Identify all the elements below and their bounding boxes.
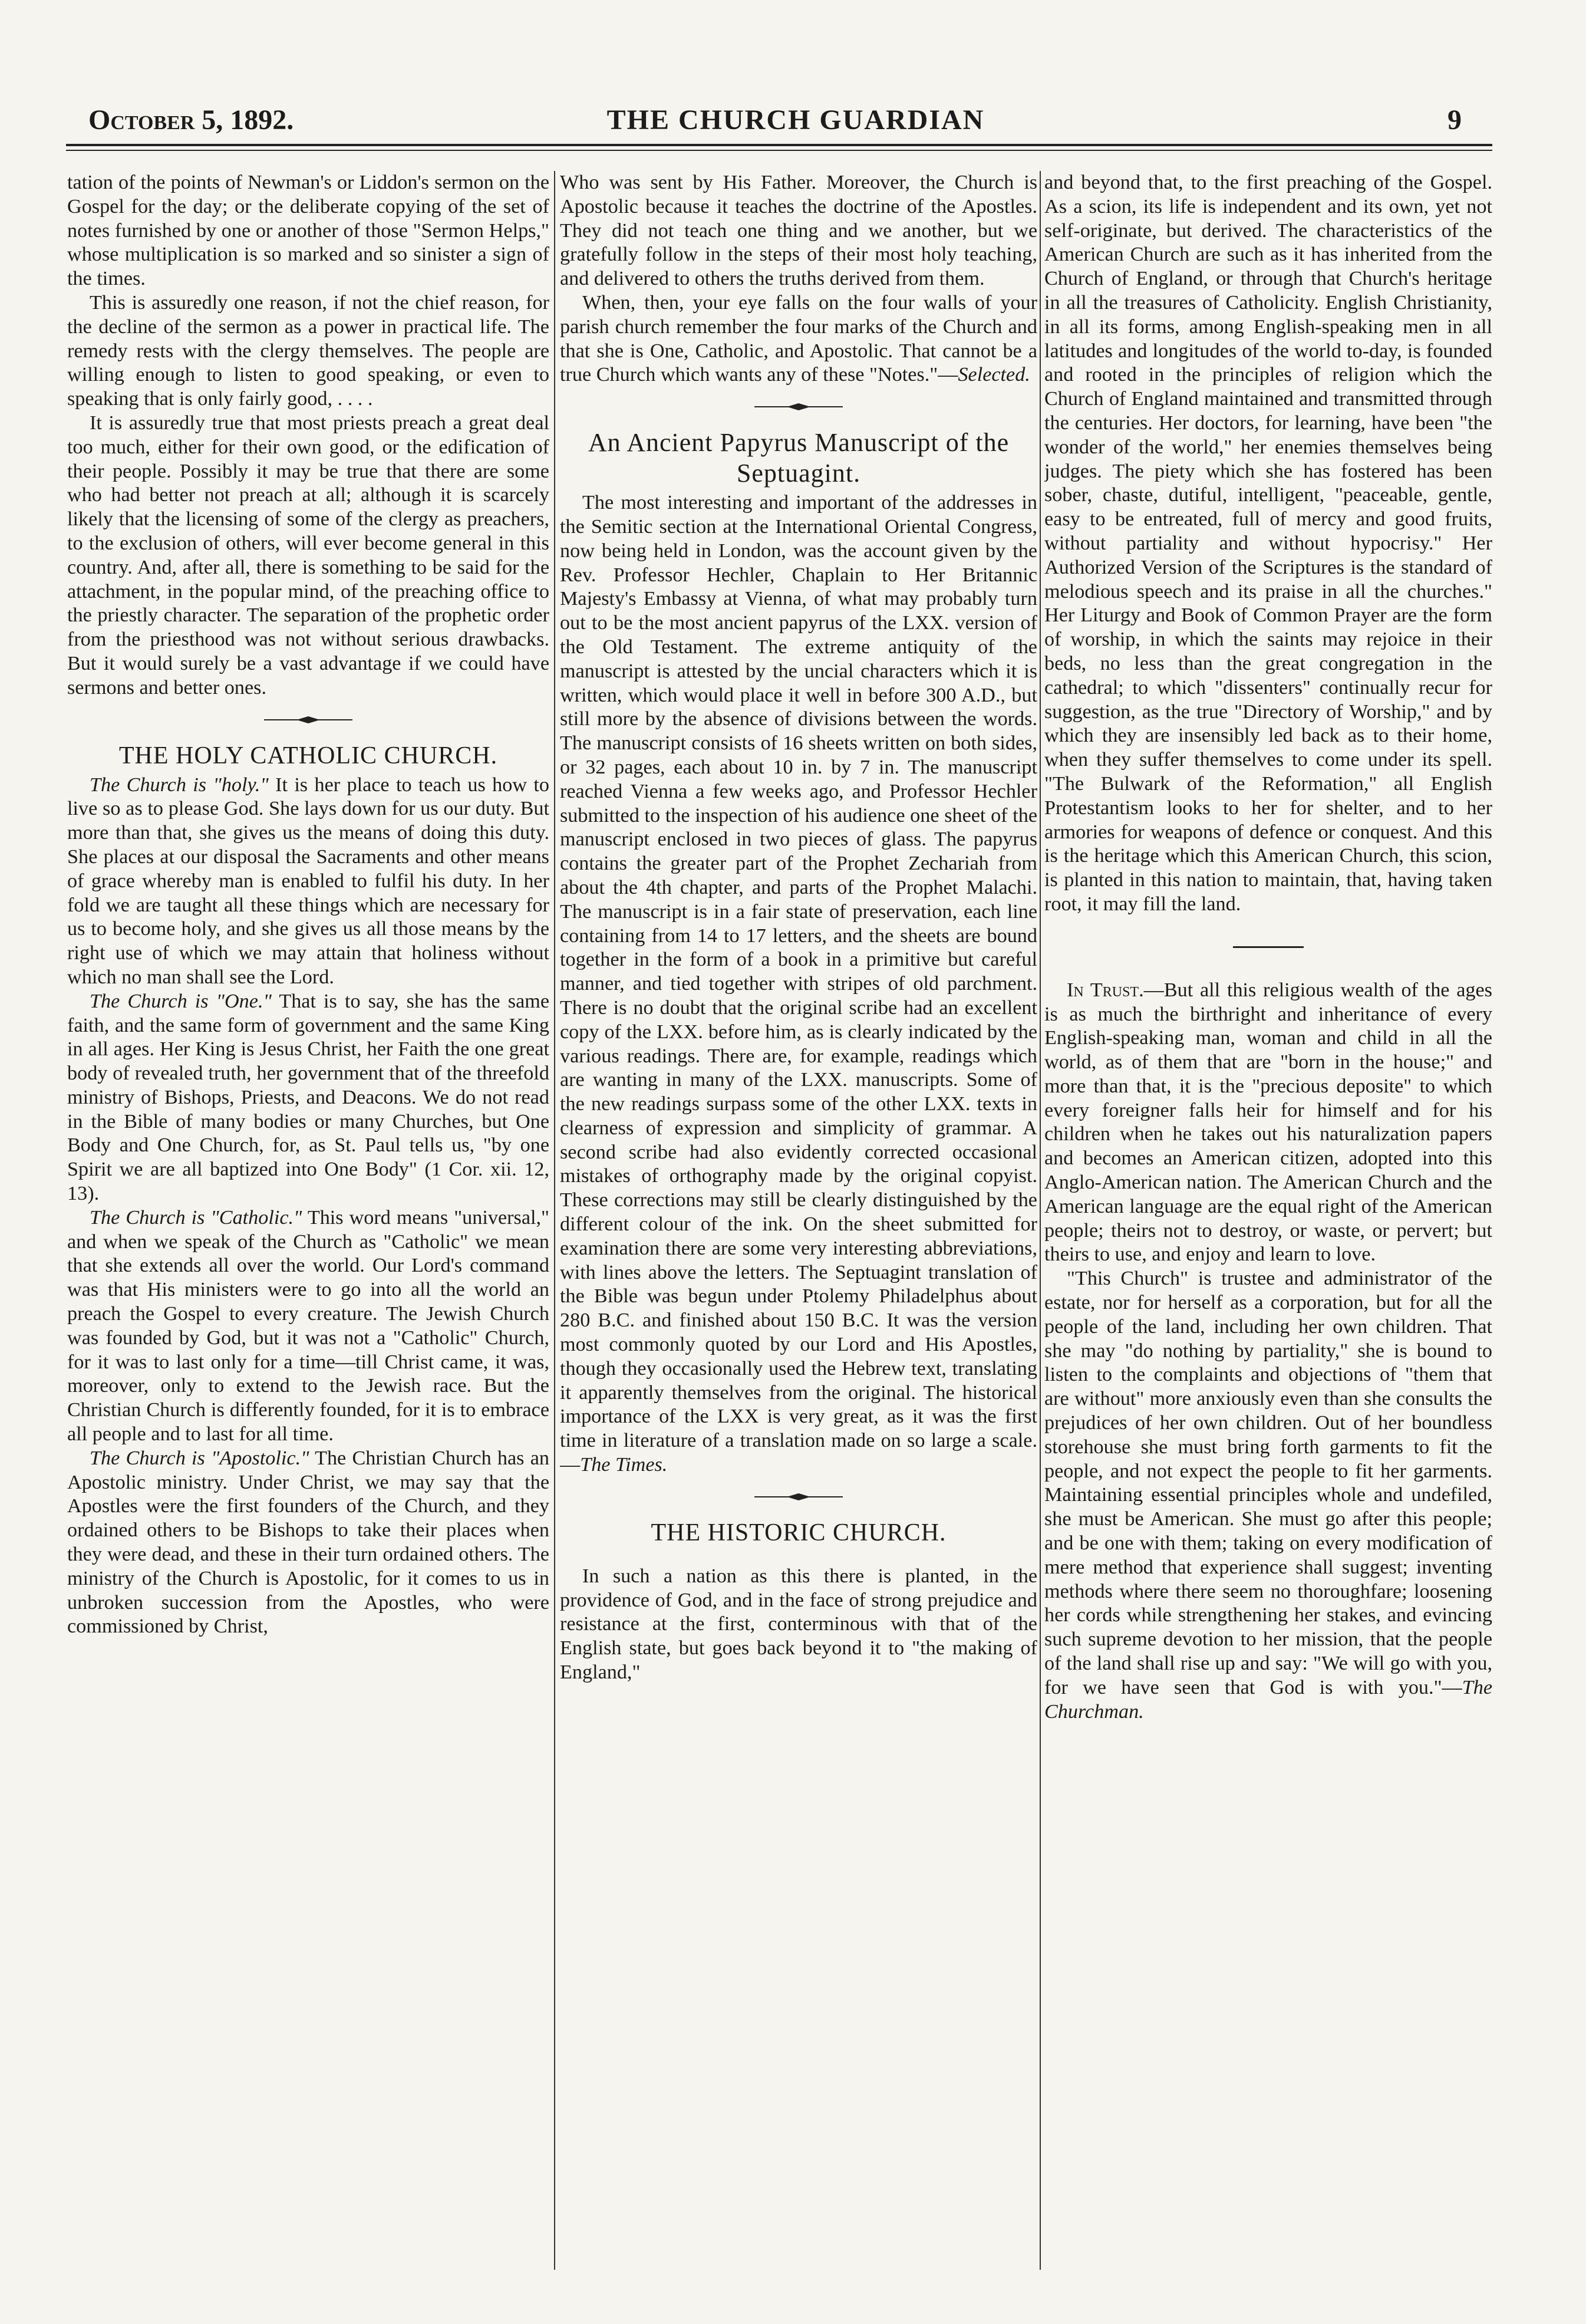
paragraph-lead: The Church is "One.": [90, 990, 272, 1012]
column-3: [1044, 171, 1492, 2270]
article-paragraph: [560, 491, 1037, 1477]
paragraph-body: When, then, your eye falls on the four walls of your parish church remember the four marks of the Church and that she is One, Catholic, and Apostolic. That cannot be a true Church which wants any of these "Notes."—: [560, 291, 1037, 386]
ornament-divider-icon: [754, 403, 843, 411]
article-source: The Times.: [580, 1454, 668, 1476]
page-number: 9: [1447, 104, 1462, 136]
paragraph-body: —But all this religious wealth of the ages is as much the birthright and inheritance of every English-speaking man, woman and child in all the world, as of them that are "born in the house;" and more than that, it is the "precious deposite" to which every foreigner falls heir for himself and for his children when he takes out his naturalization papers and becomes an American citizen, adopted into this Anglo-American nation. The American Church and the American language are the equal right of the American people; theirs not to destroy, or waste, or pervert; but theirs to use, and enjoy and learn to love.: [1044, 979, 1492, 1266]
ornament-divider-icon: [754, 1493, 843, 1501]
column-1: [67, 171, 549, 2270]
article-paragraph: [1044, 1267, 1492, 1724]
article-source: Selected.: [958, 364, 1030, 386]
ornament-divider-icon: [264, 716, 352, 724]
paragraph-lead: The Church is "holy.": [90, 773, 269, 796]
section-heading-holy-catholic-church: THE HOLY CATHOLIC CHURCH.: [118, 742, 498, 769]
article-paragraph: and beyond that, to the first preaching of the Gospel. As a scion, its life is independent and its own, yet not self-originate, but derived. The characteristics of the American Church are such as it has inherited from the Church of England, or through that Church's heritage in all the treasures of Catholicity. English Christianity, in all its forms, among English-speaking men in all latitudes and longitudes of the world to-day, is founded and rooted in the principles of religion which the Church of England maintained and transmitted through the centuries. Her doctors, for learning, have been "the wonder of the world," her enemies themselves being judges. The piety which she has fostered has been sober, chaste, dutiful, intelligent, "peaceable, gentle, easy to be entreated, full of mercy and good fruits, without partiality and without hypocrisy." Her Authorized Version of the Scriptures is the standard of melodious speech and its praise in all the churches." Her Liturgy and Book of Common Prayer are the form of worship, in which the saints may rejoice in their beds, no less than the great congregation in the cathedral; to which "dissenters" continually recur for suggestion, as the true "Directory of Worship," and by which they are insensibly led back as to their home, when they suffer themselves to come under its spell. "The Bulwark of the Reformation," all English Protestantism looks to her for shelter, and to her armories for weapons of defence or conquest. And this is the heritage which this American Church, this scion, is planted in this nation to maintain, that, having taken root, it may fill the land.: [1044, 172, 1492, 915]
issue-date: October 5, 1892.: [88, 104, 294, 136]
article-paragraph: [67, 1447, 549, 1639]
section-rule: [1233, 946, 1304, 948]
article-paragraph: [67, 1206, 549, 1447]
article-paragraph: Who was sent by His Father. Moreover, the Church is Apostolic because it teaches the doctrine of the Apostles. They did not teach one thing and we another, but we gratefully follow in the steps of their most holy teaching, and delivered to others the truths derived from them.: [560, 172, 1037, 290]
paragraph-lead: In Trust.: [1067, 979, 1144, 1001]
section-heading-historic-church: THE HISTORIC CHURCH.: [651, 1519, 947, 1546]
paragraph-body: This word means "universal," and when we speak of the Church as "Catholic" we mean that she extends all over the world. Our Lord's command was that His ministers were to go into all the world an preach the Gospel to every creature. The Jewish Church was founded by God, but it was not a "Catholic" Church, for it was to last only for a time—till Christ came, it was, moreover, only to extend to the Jewish race. But the Christian Church is differently founded, for it is to embrace all people and to last for all time.: [67, 1206, 549, 1446]
masthead-rule-thin: [66, 150, 1492, 151]
paragraph-body: "This Church" is trustee and administrator of the estate, nor for herself as a corporation, but for all the people of the land, including her own children. That she may "do nothing by partiality," she is bound to listen to the complaints and objections of "them that are without" more anxiously even than she consults the prejudices of her own children. Out of her boundless storehouse she must bring forth garments to fit the people, and not expect the people to fit her garments. Maintaining essential principles whole and undefiled, she must be American. She must go after this people; and be one with them; taking on every modification of mere method that experience shall suggest; inventing methods where there seem no thoroughfare; loosening her cords while strengthening her stakes, and evincing such supreme devotion to her mission, that the people of the land shall rise up and say: "We will go with you, for we have seen that God is with you."—: [1044, 1268, 1492, 1698]
article-paragraph: [560, 291, 1037, 387]
newspaper-title: THE CHURCH GUARDIAN: [606, 104, 985, 136]
masthead: [88, 104, 1462, 139]
article-paragraph: [67, 990, 549, 1206]
paragraph-lead: The Church is "Catholic.": [90, 1206, 302, 1229]
masthead-rule-thick: [66, 144, 1492, 146]
article-paragraph: [67, 773, 549, 990]
article-source: The Churchman.: [1044, 1676, 1492, 1723]
article-paragraph: It is assuredly true that most priests preach a great deal too much, either for their own good, or the edification of their people. Possibly it may be true that there are some who had better not preach at all; although it is scarcely likely that the licensing of some of the clergy as preachers, to the exclusion of others, will ever become general in this country. And, after all, there is something to be said for the attachment, in the popular mind, of the preaching office to the priestly character. The separation of the prophetic order from the priesthood was not without serious drawbacks. But it would surely be a vast advantage if we could have sermons and better ones.: [67, 412, 549, 699]
column-2: [560, 171, 1037, 2270]
column-divider-2: [1040, 171, 1041, 2270]
paragraph-lead: The Church is "Apostolic.": [90, 1447, 309, 1469]
article-paragraph: [1044, 979, 1492, 1268]
paragraph-body: The Christian Church has an Apostolic ministry. Under Christ, we may say that the Apostles were the first founders of the Church, and they ordained others to be Bishops to take their places when they were dead, and these in their turn ordained others. The ministry of the Church is Apostolic, for it comes to us in unbroken succession from the Apostles, who were commissioned by Christ,: [67, 1447, 549, 1638]
column-divider-1: [554, 171, 555, 2270]
paragraph-body: That is to say, she has the same faith, and the same form of government and the same King in all ages. Her King is Jesus Christ, her Faith the one great body of revealed truth, her government that of the threefold ministry of Bishops, Priests, and Deacons. We do not read in the Bible of many bodies or many Churches, but One Body and One Church, for, as St. Paul tells us, "by one Spirit we are all baptized into One Body" (1 Cor. xii. 12, 13).: [67, 990, 549, 1205]
article-paragraph: tation of the points of Newman's or Liddon's sermon on the Gospel for the day; or the deliberate copying of the set of notes furnished by one or another of those "Sermon Helps," whose multiplication is so marked and so sinister a sign of the times.: [67, 172, 549, 290]
article-paragraph: This is assuredly one reason, if not the chief reason, for the decline of the sermon as a power in practical life. The remedy rests with the clergy themselves. The people are willing enough to listen to good speaking, or even to speaking that is only fairly good, . . . .: [67, 291, 549, 410]
article-paragraph: In such a nation as this there is planted, in the providence of God, and in the face of strong prejudice and resistance at the first, conterminous with that of the English state, but goes back beyond it to "the making of England,": [560, 1565, 1037, 1684]
paragraph-body: It is her place to teach us how to live so as to please God. She lays down for us our duty. But more than that, she gives us the means of doing this duty. She places at our disposal the Sacraments and other means of grace whereby man is enabled to fulfil his duty. In her fold we are taught all these things which are necessary for us to become holy, and she gives us all those means by the right use of which we may attain that holiness without which no man shall see the Lord.: [67, 773, 549, 988]
section-heading-papyrus-manuscript: An Ancient Papyrus Manuscript of the Septuagint.: [588, 428, 1010, 488]
paragraph-body: The most interesting and important of the addresses in the Semitic section at the International Oriental Congress, now being held in London, was the account given by the Rev. Professor Hechler, Chaplain to Her Britannic Majesty's Embassy at Vienna, of what may probably turn out to be the most ancient papyrus of the LXX. version of the Old Testament. The extreme antiquity of the manuscript is attested by the uncial characters which it is written, which would place it well in before 300 A.D., but still more by the absence of divisions between the words. The manuscript consists of 16 sheets written on both sides, or 32 pages, each about 10 in. by 7 in. The manuscript reached Vienna a few weeks ago, and Professor Hechler submitted to the inspection of his audience one sheet of the manuscript enclosed in two pieces of glass. The papyrus contains the greater part of the Prophet Zechariah from about the 4th chapter, and parts of the Prophet Malachi. The manuscript is in a fair state of preservation, each line containing from 14 to 17 letters, and the sheets are bound together in the form of a book in a primitive but careful manner, and tied together with stripes of old parchment. There is no doubt that the original scribe had an excellent copy of the LXX. before him, as is clearly indicated by the various readings. There are, for example, readings which are wanting in many of the LXX. manuscripts. Some of the new readings surpass some of the other LXX. texts in clearness of expression and simplicity of grammar. A second scribe had also evidently corrected occasional mistakes of orthography made by the original copyist. These corrections may still be clearly distinguished by the different colour of the ink. On the sheet submitted for examination there are some very interesting abbreviations, with lines above the letters. The Septuagint translation of the Bible was begun under Ptolemy Philadelphus about 280 B.C. and finished about 150 B.C. It was the version most commonly quoted by our Lord and His Apostles, though they occasionally used the Hebrew text, translating it apparently themselves from the original. The historical importance of the LXX is very great, as it was the first time in literature of a translation made on so large a scale.—: [560, 492, 1037, 1476]
